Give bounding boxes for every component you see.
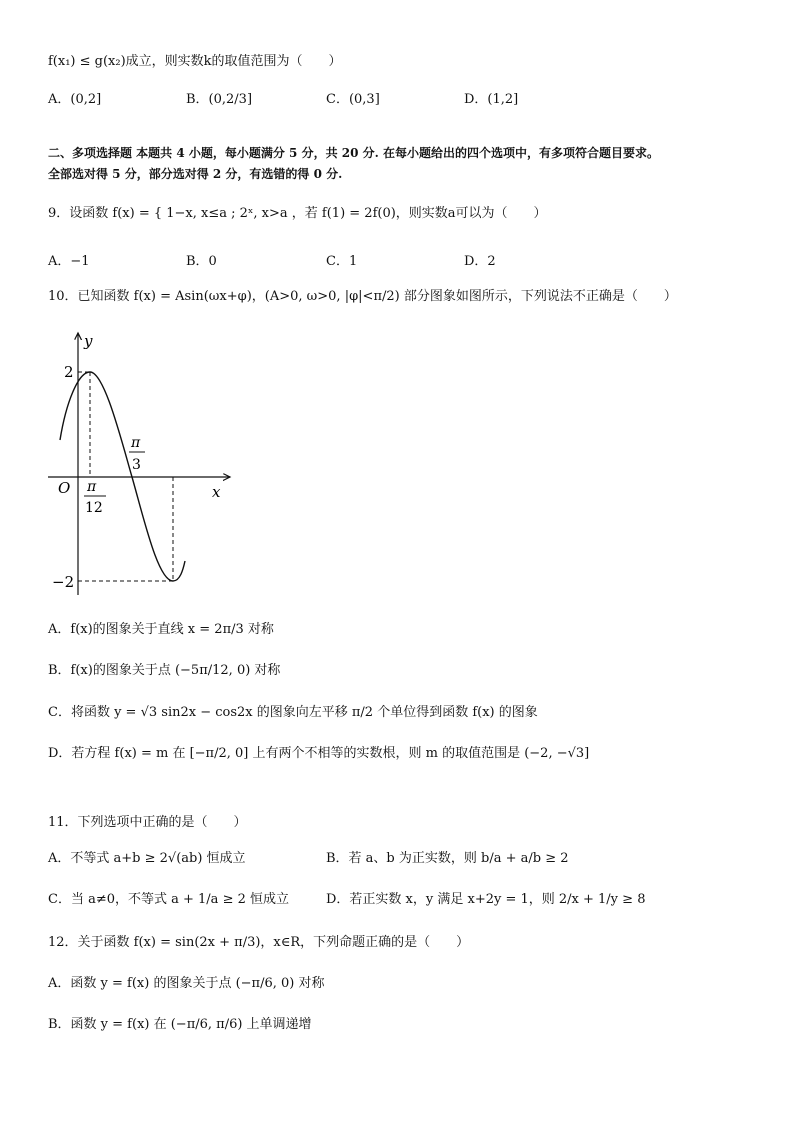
q8-option-c: C．(0,3] (326, 92, 380, 107)
q10-graph (40, 325, 240, 605)
origin-label: O (58, 479, 71, 497)
q9-option-a: A．−1 (48, 254, 90, 269)
q10-stem: 10．已知函数 f(x) = Asin(ωx+φ)，(A>0, ω>0, |φ|<π/2) 部分图象如图所示，下列说法不正确是（ ） (48, 289, 677, 304)
q12-stem: 12．关于函数 f(x) = sin(2x + π/3)，x∈R，下列命题正确的是（ ） (48, 935, 470, 950)
q11-stem: 11．下列选项中正确的是（ ） (48, 815, 247, 830)
q12-option-b: B．函数 y = f(x) 在 (−π/6, π/6) 上单调递增 (48, 1017, 312, 1032)
q8-option-b: B．(0,2/3] (186, 92, 253, 107)
q11-option-a: A．不等式 a+b ≥ 2√(ab) 恒成立 (48, 851, 246, 866)
max-label: 2 (64, 363, 74, 381)
x-axis-label: x (212, 483, 221, 501)
q9-option-d: D．2 (464, 254, 496, 269)
q12-option-a: A．函数 y = f(x) 的图象关于点 (−π/6, 0) 对称 (48, 976, 325, 991)
q9-option-c: C．1 (326, 254, 358, 269)
q8-option-a: A．(0,2] (48, 92, 102, 107)
q10-option-c: C．将函数 y = √3 sin2x − cos2x 的图象向左平移 π/2 个单位得到函数 f(x) 的图象 (48, 705, 538, 720)
q10-option-a: A．f(x)的图象关于直线 x = 2π/3 对称 (48, 622, 274, 637)
q11-option-c: C．当 a≠0，不等式 a + 1/a ≥ 2 恒成立 (48, 892, 289, 907)
q9-option-b: B．0 (186, 254, 217, 269)
tick-pi12-den: 12 (85, 500, 103, 516)
section2-heading-line1: 二、多项选择题 本题共 4 小题，每小题满分 5 分，共 20 分. 在每小题给出的四个选项中，有多项符合题目要求。 (48, 146, 660, 160)
q11-option-b: B．若 a、b 为正实数，则 b/a + a/b ≥ 2 (326, 851, 569, 866)
q11-option-d: D．若正实数 x，y 满足 x+2y = 1，则 2/x + 1/y ≥ 8 (326, 892, 646, 907)
tick-pi3-num: π (131, 435, 141, 451)
q10-option-b: B．f(x)的图象关于点 (−5π/12, 0) 对称 (48, 663, 281, 678)
q8-option-d: D．(1,2] (464, 92, 519, 107)
tick-pi3-den: 3 (132, 457, 141, 473)
q9-stem: 9．设函数 f(x) = { 1−x, x≤a ; 2ˣ, x>a ，若 f(1) = 2f(0)，则实数a可以为（ ） (48, 206, 547, 221)
q8-tail: f(x₁) ≤ g(x₂)成立，则实数k的取值范围为（ ） (48, 54, 342, 69)
tick-pi12-num: π (87, 479, 97, 495)
section2-heading-line2: 全部选对得 5 分，部分选对得 2 分，有选错的得 0 分. (48, 167, 343, 181)
q10-option-d: D．若方程 f(x) = m 在 [−π/2, 0] 上有两个不相等的实数根，则 m 的取值范围是 (−2, −√3] (48, 746, 590, 761)
y-axis-label: y (84, 332, 93, 350)
min-label: −2 (52, 573, 75, 591)
